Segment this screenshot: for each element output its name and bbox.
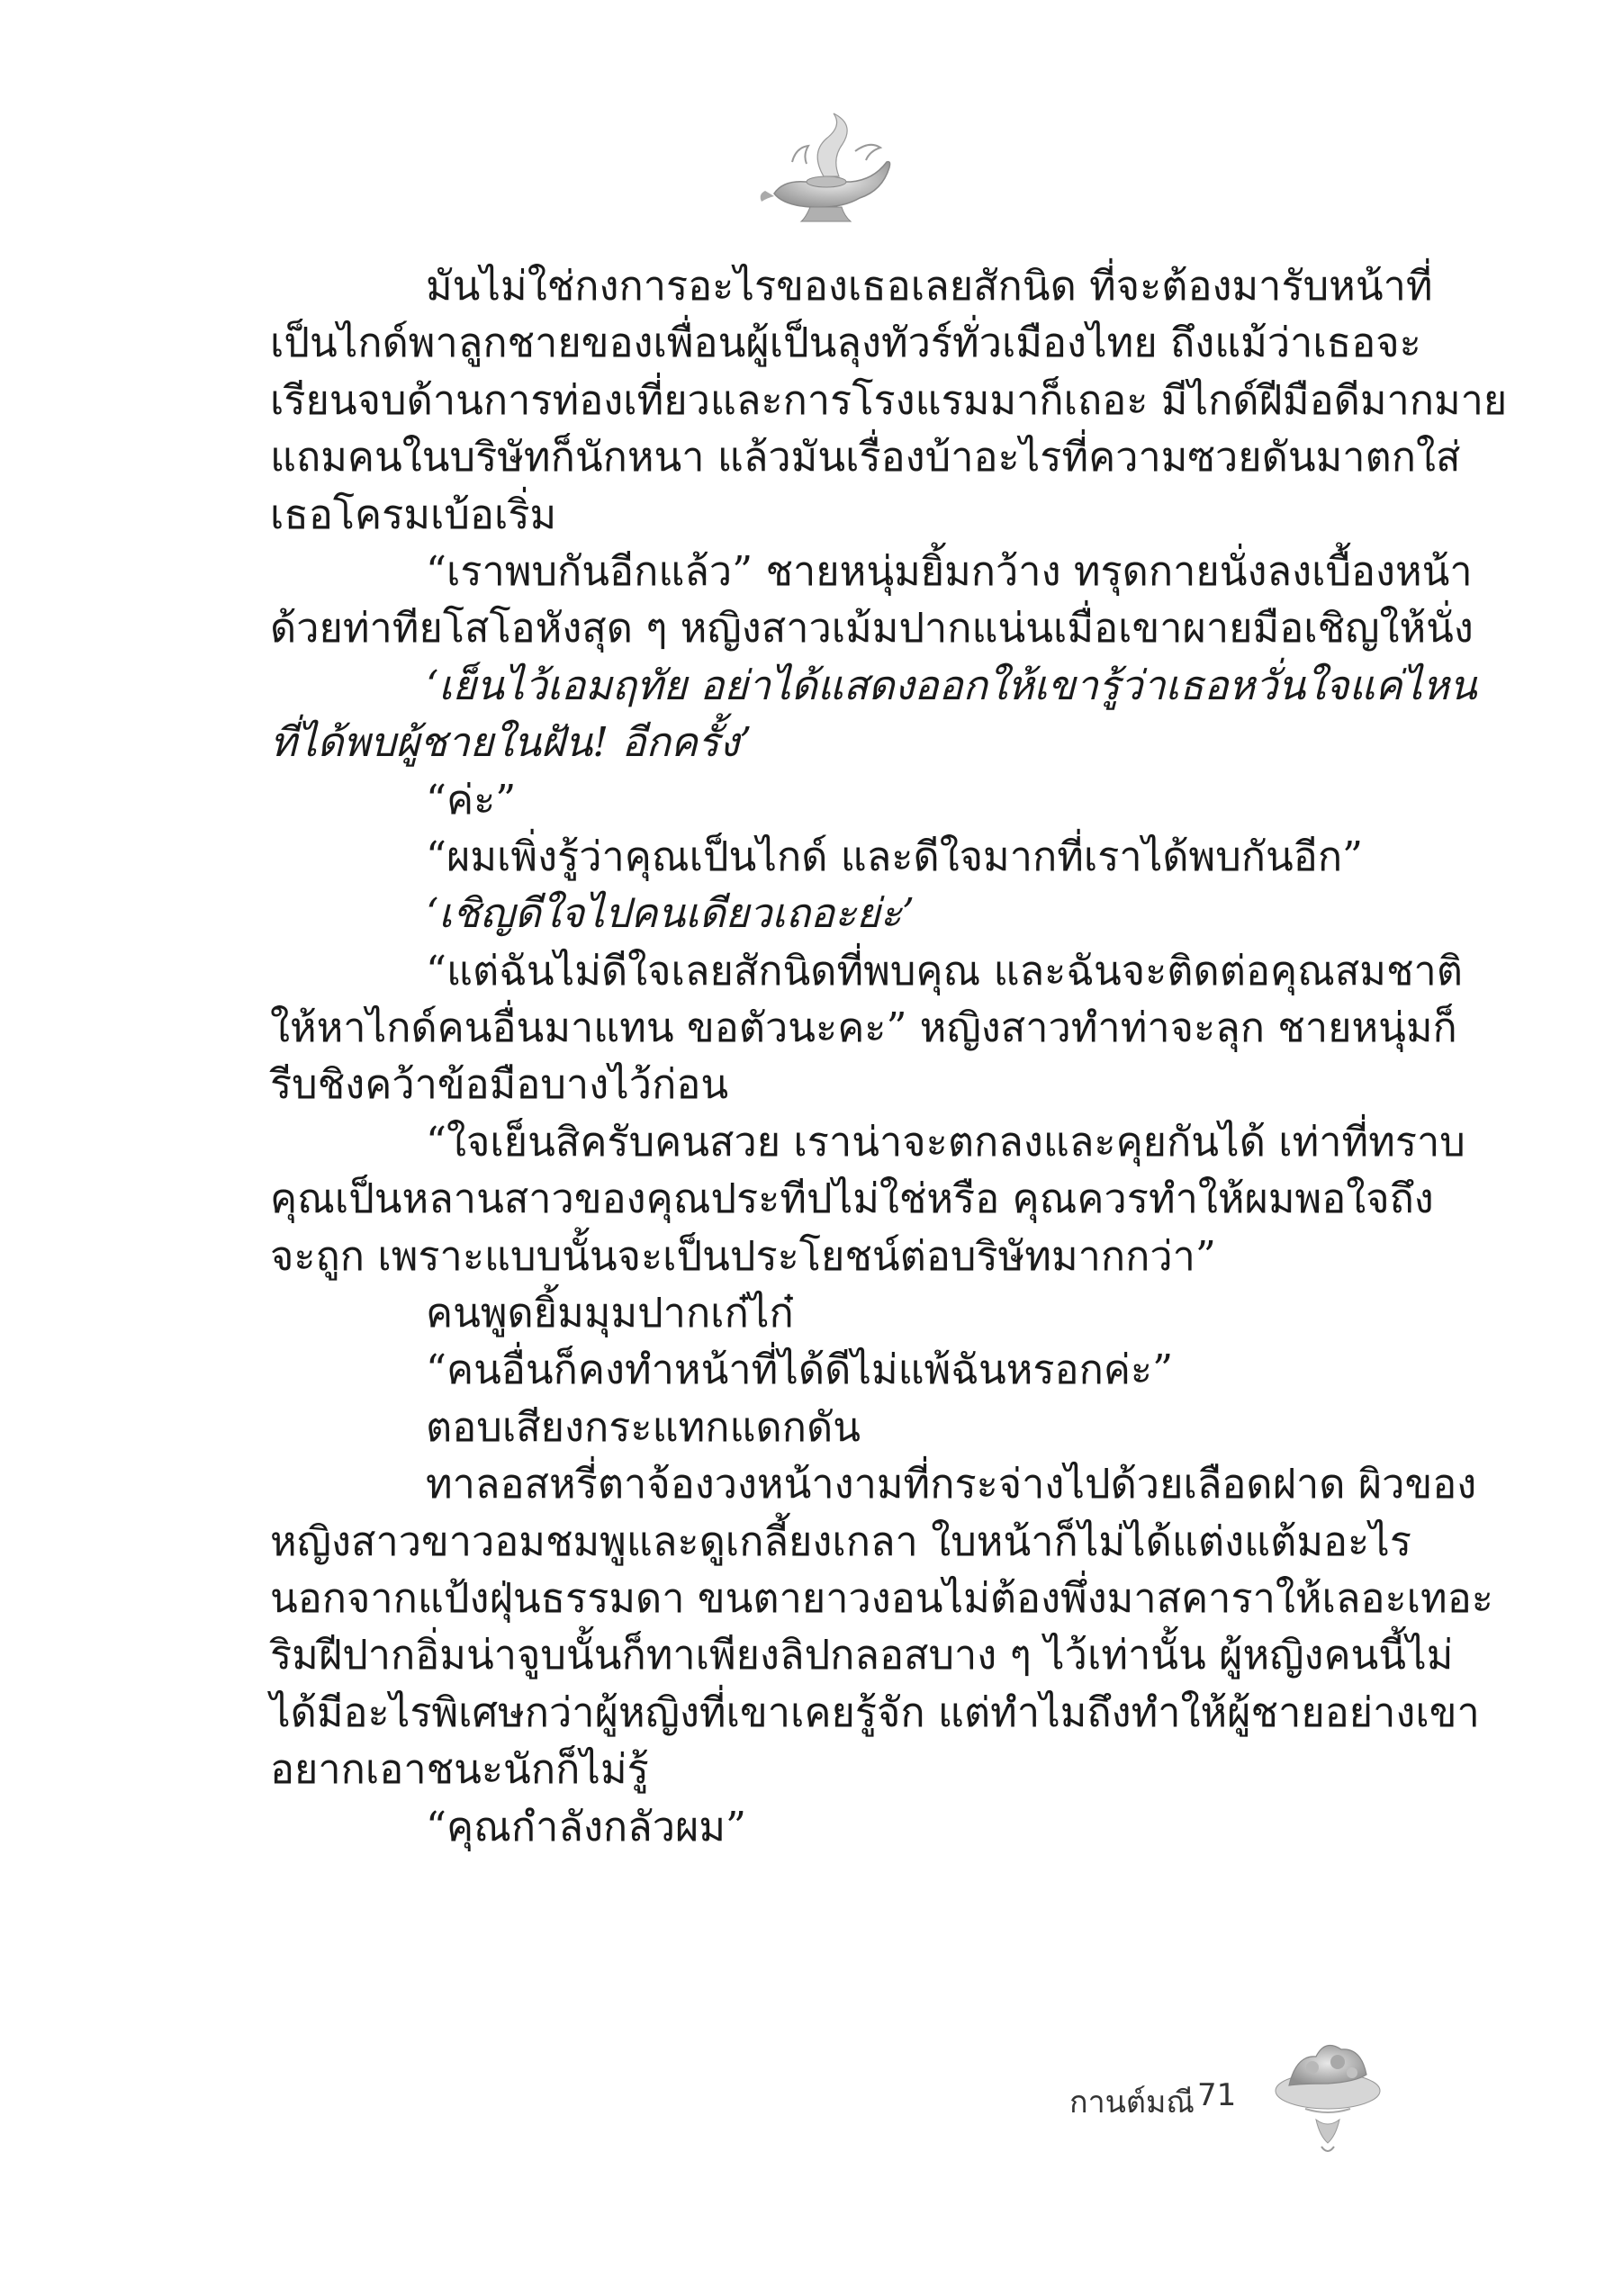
ornament-illustration-icon	[1269, 2030, 1386, 2165]
body-line: “ค่ะ”	[426, 775, 517, 824]
genie-lamp-icon	[756, 108, 900, 243]
body-line: แถมคนในบริษัทก็นักหนา แล้วมันเรื่องบ้าอะไรที่ความซวยดันมาตกใส่	[270, 433, 1461, 482]
body-line: คุณเป็นหลานสาวของคุณประทีปไม่ใช่หรือ คุณควรทำให้ผมพอใจถึง	[270, 1175, 1434, 1223]
book-title: กานต์มณี	[1069, 2084, 1195, 2120]
body-line: ด้วยท่าทียโสโอหังสุด ๆ หญิงสาวเม้มปากแน่นเมื่อเขาผายมือเชิญให้นั่ง	[270, 604, 1474, 653]
body-line: รีบชิงคว้าข้อมือบางไว้ก่อน	[270, 1060, 729, 1109]
body-line: จะถูก เพราะแบบนั้นจะเป็นประโยชน์ต่อบริษัทมากกว่า”	[270, 1231, 1216, 1280]
body-line: เรียนจบด้านการท่องเที่ยวและการโรงแรมมาก็เถอะ มีไกด์ฝีมือดีมากมาย	[270, 375, 1508, 424]
body-line: เธอโครมเบ้อเริ่ม	[270, 490, 557, 538]
body-line: หญิงสาวขาวอมชมพูและดูเกลี้ยงเกลา ใบหน้าก็ไม่ได้แต่งแต้มอะไร	[270, 1517, 1411, 1565]
body-line: “ผมเพิ่งรู้ว่าคุณเป็นไกด์ และดีใจมากที่เราได้พบกันอีก”	[426, 832, 1364, 880]
body-line: มันไม่ใช่กงการอะไรของเธอเลยสักนิด ที่จะต้องมารับหน้าที่	[426, 262, 1433, 310]
body-line: ตอบเสียงกระแทกแดกดัน	[426, 1402, 861, 1451]
body-line: ริมฝีปากอิ่มน่าจูบนั้นก็ทาเพียงลิปกลอสบาง ๆ ไว้เท่านั้น ผู้หญิงคนนี้ไม่	[270, 1631, 1454, 1679]
body-line: ‘เย็นไว้เอมฤทัย อย่าได้แสดงออกให้เขารู้ว่าเธอหวั่นใจแค่ไหน	[426, 661, 1477, 709]
body-line: คนพูดยิ้มมุมปากเก๋ไก๋	[426, 1289, 794, 1337]
body-line: ได้มีอะไรพิเศษกว่าผู้หญิงที่เขาเคยรู้จัก แต่ทำไมถึงทำให้ผู้ชายอย่างเขา	[270, 1688, 1480, 1736]
body-line: ทาลอสหรี่ตาจ้องวงหน้างามที่กระจ่างไปด้วยเลือดฝาด ผิวของ	[426, 1460, 1477, 1508]
body-line: “เราพบกันอีกแล้ว” ชายหนุ่มยิ้มกว้าง ทรุดกายนั่งลงเบื้องหน้า	[426, 546, 1473, 595]
page-number: 71	[1197, 2077, 1237, 2113]
body-line: ให้หาไกด์คนอื่นมาแทน ขอตัวนะคะ” หญิงสาวทำท่าจะลุก ชายหนุ่มก็	[270, 1004, 1457, 1052]
body-line: นอกจากแป้งฝุ่นธรรมดา ขนตายาวงอนไม่ต้องพึ่งมาสคาราให้เลอะเทอะ	[270, 1573, 1493, 1622]
body-line: เป็นไกด์พาลูกชายของเพื่อนผู้เป็นลุงทัวร์ทั่วเมืองไทย ถึงแม้ว่าเธอจะ	[270, 319, 1421, 367]
body-line: ‘เชิญดีใจไปคนเดียวเถอะย่ะ’	[426, 889, 915, 938]
body-line: “ใจเย็นสิครับคนสวย เราน่าจะตกลงและคุยกันได้ เท่าที่ทราบ	[426, 1117, 1465, 1166]
body-line: อยากเอาชนะนักก็ไม่รู้	[270, 1745, 649, 1794]
body-text	[270, 257, 1508, 1855]
body-line: ที่ได้พบผู้ชายในฝัน! อีกครั้ง’	[270, 718, 753, 767]
body-line: “แต่ฉันไม่ดีใจเลยสักนิดที่พบคุณ และฉันจะติดต่อคุณสมชาติ	[426, 946, 1463, 995]
body-line: “คุณกำลังกลัวผม”	[426, 1802, 747, 1850]
body-line: “คนอื่นก็คงทำหน้าที่ได้ดีไม่แพ้ฉันหรอกค่ะ”	[426, 1346, 1174, 1394]
